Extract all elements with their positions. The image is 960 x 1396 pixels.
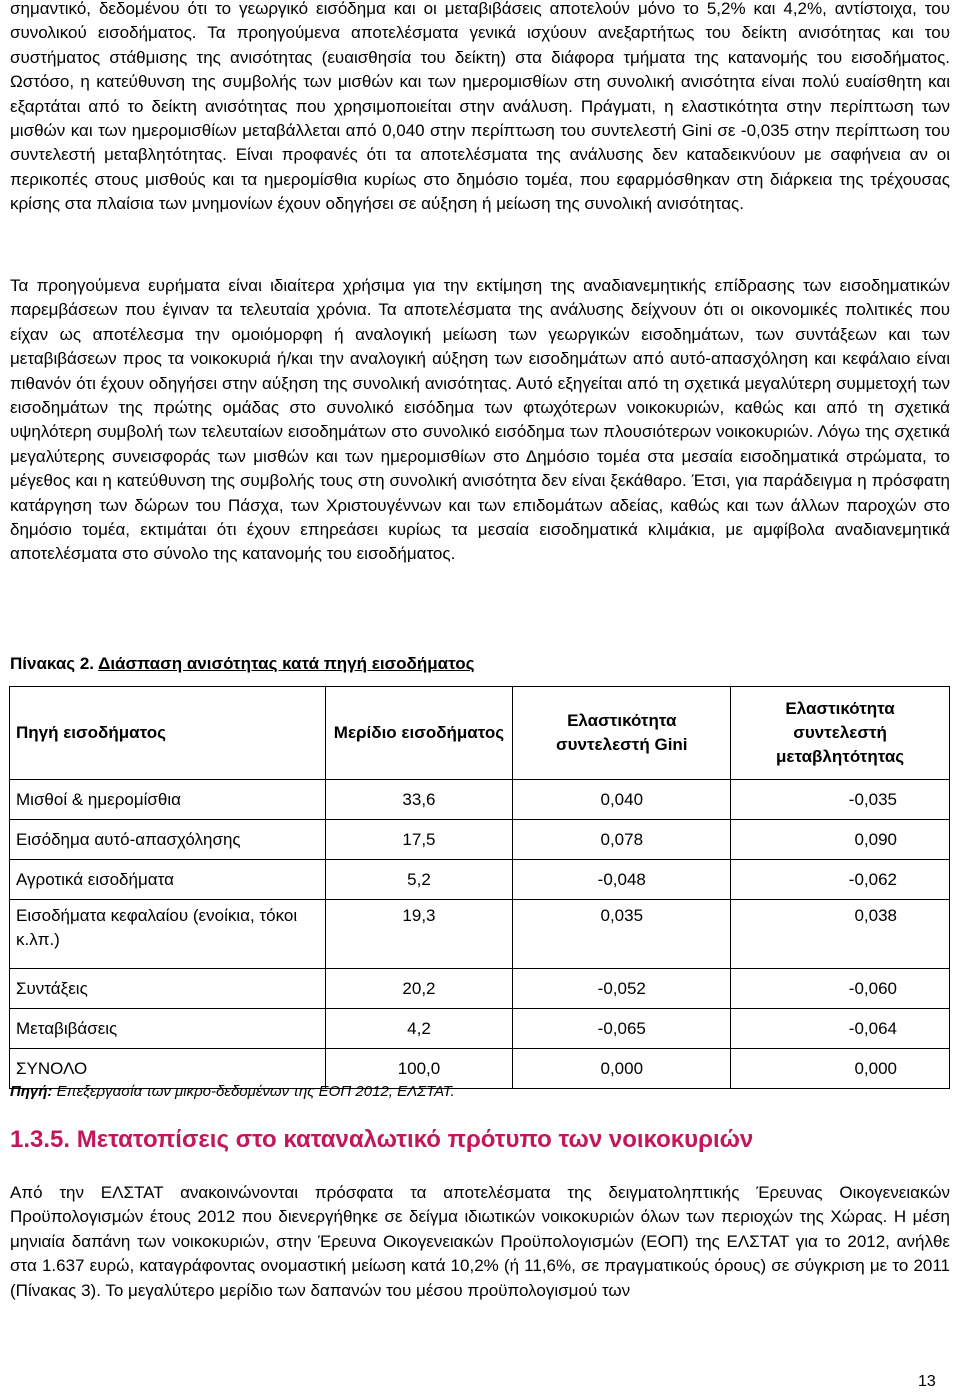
- row-label: Μισθοί & ημερομίσθια: [10, 780, 326, 820]
- row-share: 17,5: [325, 820, 513, 860]
- row-cv: 0,000: [731, 1049, 950, 1089]
- section-heading: 1.3.5. Μετατοπίσεις στο καταναλωτικό πρότυπο των νοικοκυριών: [10, 1126, 754, 1153]
- header-gini-elasticity: Ελαστικότητα συντελεστή Gini: [513, 687, 731, 780]
- row-share: 19,3: [325, 900, 513, 969]
- page-number: 13: [918, 1373, 936, 1390]
- row-label: Μεταβιβάσεις: [10, 1009, 326, 1049]
- row-gini: 0,040: [513, 780, 731, 820]
- paragraph-2: Τα προηγούμενα ευρήματα είναι ιδιαίτερα χρήσιμα για την εκτίμηση της αναδιανεμητικής επίδρασης των εισοδηματικών παρεμβάσεων που έγιναν τα τελευταία χρόνια. Τα αποτελέσματα της ανάλυσης δείχνουν ότι οι οικονομικές πολιτικές που είχαν ως αποτέλεσμα την ομοιόμορφη ή αναλογική μείωση των γεωργικών εισοδημάτων, των συντάξεων και των μεταβιβάσεων προς τα νοικοκυριά ή/και την αναλογική αύξηση των εισοδημάτων από αυτό-απασχόληση και κεφάλαιο είναι πιθανόν ότι έχουν οδηγήσει στην αύξηση της συνολική ανισότητας. Αυτό εξηγείται από τη σχετικά μεγαλύτερη συμμετοχή των εισοδημάτων της πρώτης ομάδας στο συνολικό εισόδημα των φτωχότερων νοικοκυριών, καθώς και από τη σχετικά υψηλότερη συμβολή των τελευταίων εισοδημάτων στο συνολικό εισόδημα των πλουσιότερων νοικοκυριών. Λόγω της σχετικά μεγαλύτερης συνεισφοράς των μισθών και των ημερομισθίων στο Δημόσιο τομέα στα μεσαία εισοδηματικά στρώματα, το μέγεθος και η κατεύθυνση της συμβολής τους στη συνολική ανισότητα δεν είναι ξεκάθαρο. Έτσι, για παράδειγμα η πρόσφατη κατάργηση των δώρων του Πάσχα, των Χριστουγέννων και των επιδομάτων αδείας, καθώς και των άλλων παροχών στο δημόσιο τομέα, εκτιμάται ότι έχουν επηρεάσει κυρίως τα μεσαία εισοδηματικά κλιμάκια, με αμφίβολα αναδιανεμητικά αποτελέσματα στο σύνολο της κατανομής του εισοδήματος.: [10, 276, 950, 564]
- table-title-main: Διάσπαση ανισότητας κατά πηγή εισοδήματος: [98, 654, 475, 673]
- row-cv: -0,064: [731, 1009, 950, 1049]
- table-row: [10, 900, 950, 969]
- row-share: 20,2: [325, 969, 513, 1009]
- header-cv-elasticity: Ελαστικότητα συντελεστή μεταβλητότητας: [731, 687, 950, 780]
- row-cv: -0,035: [731, 780, 950, 820]
- row-gini: 0,035: [513, 900, 731, 969]
- paragraph-3: Από την ΕΛΣΤΑΤ ανακοινώνονται πρόσφατα τα αποτελέσματα της δειγματοληπτικής Έρευνας Οικογενειακών Προϋπολογισμών έτους 2012 που διενεργήθηκε σε δείγμα ιδιωτικών νοικοκυριών όλων των περιοχών της Χώρας. Η μέση μηνιαία δαπάνη των νοικοκυριών, στην Έρευνα Οικογενειακών Προϋπολογισμών (ΕΟΠ) της ΕΛΣΤΑΤ για το 2012, ανήλθε στα 1.637 ευρώ, καταγράφοντας ονομαστική μείωση κατά 10,2% (ή 11,6%, σε πραγματικούς όρους) σε σύγκριση με το 2011 (Πίνακας 3). Το μεγαλύτερο μερίδιο των δαπανών του μέσου προϋπολογισμού των: [10, 1183, 950, 1300]
- row-cv: -0,060: [731, 969, 950, 1009]
- source-text: Επεξεργασία των μικρο-δεδομένων της ΕΟΠ 2012, ΕΛΣΤΑΤ.: [52, 1083, 455, 1100]
- row-share: 33,6: [325, 780, 513, 820]
- row-label: Εισόδημα αυτό-απασχόλησης: [10, 820, 326, 860]
- row-gini: -0,048: [513, 860, 731, 900]
- header-income-share: Μερίδιο εισοδήματος: [325, 687, 513, 780]
- row-label: Αγροτικά εισοδήματα: [10, 860, 326, 900]
- row-gini: -0,052: [513, 969, 731, 1009]
- table-title: [10, 652, 474, 676]
- row-cv: 0,038: [731, 900, 950, 969]
- source-label: Πηγή:: [10, 1083, 53, 1100]
- table-row: [10, 969, 950, 1009]
- paragraph-1: σημαντικό, δεδομένου ότι το γεωργικό εισόδημα και οι μεταβιβάσεις αποτελούν μόνο το 5,2% και 4,2%, αντίστοιχα, του συνολικού εισοδήματος. Τα προηγούμενα αποτελέσματα γενικά ισχύουν ανεξαρτήτως του δείκτη ανισότητας και του συστήματος στάθμισης της ανισότητας (ευαισθησία του δείκτη) στα διάφορα τμήματα της κατανομής του εισοδήματος. Ωστόσο, η κατεύθυνση της συμβολής των μισθών και των ημερομισθίων στη συνολική ανισότητα είναι πολύ ευαίσθητη και εξαρτάται από το δείκτη ανισότητας που χρησιμοποιείται στην ανάλυση. Πράγματι, η ελαστικότητα στην περίπτωση των μισθών και των ημερομισθίων μεταβάλλεται από 0,040 στην περίπτωση του συντελεστή Gini σε -0,035 στην περίπτωση του συντελεστή μεταβλητότητας. Είναι προφανές ότι τα αποτελέσματα της ανάλυσης δεν καταδεικνύουν με σαφήνεια αν οι περικοπές στους μισθούς και τα ημερομίσθια κυρίως στο δημόσιο τομέα, που εφαρμόσθηκαν στη διάρκεια της τρέχουσας κρίσης στα πλαίσια των μνημονίων έχουν οδηγήσει σε αύξηση ή μείωση της συνολική ανισότητας.: [10, 0, 950, 214]
- table-row: [10, 820, 950, 860]
- table-row: [10, 780, 950, 820]
- row-label: Συντάξεις: [10, 969, 326, 1009]
- table-row: [10, 860, 950, 900]
- table-header-row: [10, 687, 950, 780]
- table-source-note: [10, 1082, 455, 1102]
- row-cv: -0,062: [731, 860, 950, 900]
- table-title-prefix: Πίνακας 2.: [10, 654, 99, 673]
- header-income-source: Πηγή εισοδήματος: [10, 687, 326, 780]
- row-label: ΣΥΝΟΛΟ: [10, 1049, 326, 1089]
- row-gini: 0,000: [513, 1049, 731, 1089]
- row-gini: 0,078: [513, 820, 731, 860]
- row-share: 4,2: [325, 1009, 513, 1049]
- row-share: 100,0: [325, 1049, 513, 1089]
- row-label: Εισοδήματα κεφαλαίου (ενοίκια, τόκοι κ.λπ.): [10, 900, 326, 969]
- table-row: [10, 1009, 950, 1049]
- row-cv: 0,090: [731, 820, 950, 860]
- row-gini: -0,065: [513, 1009, 731, 1049]
- row-share: 5,2: [325, 860, 513, 900]
- income-source-table: [9, 686, 950, 1089]
